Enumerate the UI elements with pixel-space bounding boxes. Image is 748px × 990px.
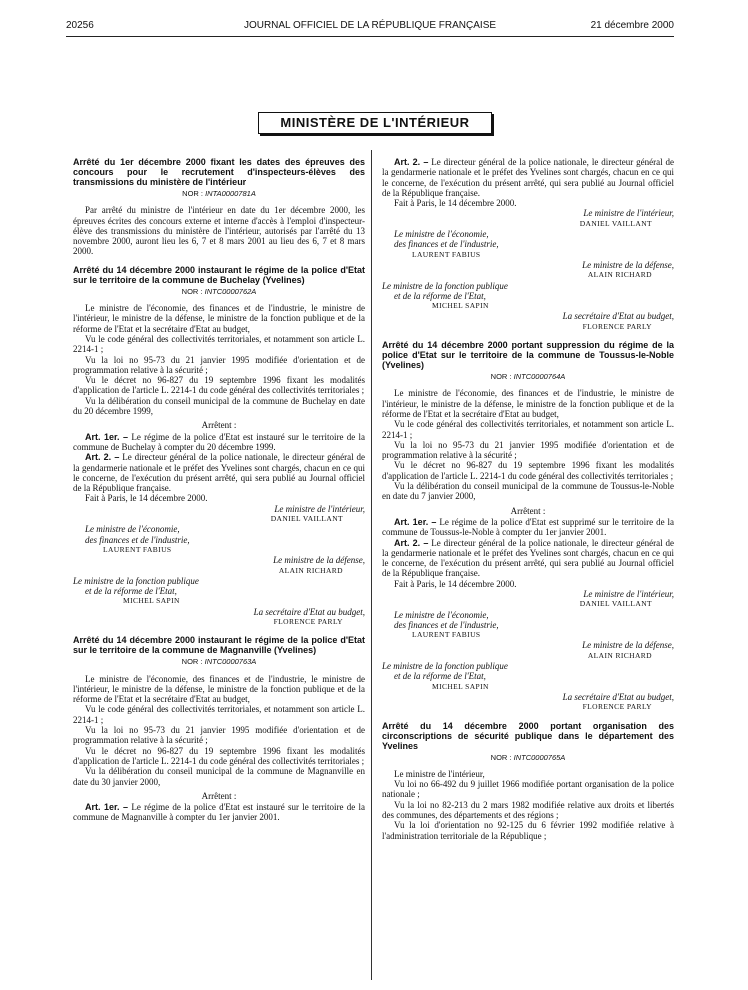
signatory-name: LAURENT FABIUS bbox=[103, 544, 172, 554]
nor-label: NOR : bbox=[490, 752, 512, 762]
article-label: Art. 2. – bbox=[394, 157, 429, 167]
nor-reference bbox=[73, 657, 365, 667]
paragraph: Vu la délibération du conseil municipal de la commune de Magnanville en date du 30 janvier 2000, bbox=[73, 766, 365, 787]
signatory-name: FLORENCE PARLY bbox=[273, 616, 343, 626]
signatory-role: Le ministre de l'économie, bbox=[394, 229, 489, 240]
signatory-role: et de la réforme de l'Etat, bbox=[394, 290, 486, 301]
article-clause bbox=[73, 432, 365, 453]
signatory-role: des finances et de l'industrie, bbox=[394, 619, 499, 630]
signatory-name: FLORENCE PARLY bbox=[582, 702, 652, 712]
article-label: Art. 1er. – bbox=[394, 516, 437, 527]
article-title: Arrêté du 14 décembre 2000 instaurant le régime de la police d'Etat sur le territoire de la commune de Buchelay (Yvelines) bbox=[73, 264, 365, 285]
signatory-role: des finances et de l'industrie, bbox=[85, 534, 190, 545]
nor-label: NOR : bbox=[181, 657, 203, 667]
signatory-role: et de la réforme de l'Etat, bbox=[394, 671, 486, 682]
article-title: Arrêté du 1er décembre 2000 fixant les dates des épreuves des concours pour le recrutement d'inspecteurs-élèves des transmissions du ministère de l'intérieur bbox=[73, 157, 365, 187]
nor-code: INTC0000764A bbox=[513, 372, 566, 382]
signatory-role: La secrétaire d'Etat au budget, bbox=[562, 691, 674, 702]
page-number: 20256 bbox=[66, 20, 94, 31]
signatory-name: LAURENT FABIUS bbox=[412, 249, 481, 259]
paragraph: Vu la loi no 95-73 du 21 janvier 1995 modifiée d'orientation et de programmation relative à la sécurité ; bbox=[382, 439, 674, 461]
nor-code: INTC0000765A bbox=[513, 752, 566, 762]
paragraph: Le ministre de l'économie, des finances et de l'industrie, le ministre de l'intérieur, le ministre de la défense, le ministre de la fonction publique et de la réforme de l'Etat et la secrétaire d'Etat au budget, bbox=[73, 673, 365, 705]
signatory-name: DANIEL VAILLANT bbox=[579, 599, 652, 609]
paragraph: Le ministre de l'intérieur, bbox=[394, 768, 485, 779]
arretent: Arrêtent : bbox=[201, 420, 237, 431]
fait-a: Fait à Paris, le 14 décembre 2000. bbox=[394, 578, 517, 589]
paragraph: Vu le code général des collectivités territoriales, et notamment son article L. 2214-1 ; bbox=[73, 333, 365, 355]
left-column bbox=[73, 157, 365, 823]
nor-code: INTC0000763A bbox=[204, 657, 257, 667]
nor-reference bbox=[73, 287, 365, 297]
paragraph: Vu le décret no 96-827 du 19 septembre 1996 fixant les modalités d'application de l'article L. 2214-1 du code général des collectivités territoriales ; bbox=[73, 745, 365, 766]
signatory-role: Le ministre de la défense, bbox=[273, 555, 365, 566]
signatory-name: MICHEL SAPIN bbox=[432, 681, 489, 691]
journal-title: JOURNAL OFFICIEL DE LA RÉPUBLIQUE FRANÇAISE bbox=[243, 20, 497, 31]
signatory-name: DANIEL VAILLANT bbox=[579, 218, 652, 228]
nor-label: NOR : bbox=[490, 372, 512, 382]
signatory-role: Le ministre de la fonction publique bbox=[382, 280, 508, 291]
article-clause bbox=[382, 517, 674, 538]
page-header bbox=[66, 20, 674, 34]
signatory-role: La secrétaire d'Etat au budget, bbox=[253, 606, 365, 617]
article-text: Le régime de la police d'Etat est supprimé sur le territoire de la commune de Toussus-le-Noble à compter du 1er janvier 2001. bbox=[382, 516, 674, 538]
paragraph: Vu le décret no 96-827 du 19 septembre 1996 fixant les modalités d'application de l'article L. 2214-1 du code général des collectivités territoriales ; bbox=[73, 375, 365, 396]
signatory-role: Le ministre de l'intérieur, bbox=[583, 208, 674, 219]
signatory-name: LAURENT FABIUS bbox=[412, 630, 481, 640]
paragraph: Vu la délibération du conseil municipal de la commune de Buchelay en date du 20 décembre 1999, bbox=[73, 395, 365, 417]
column-divider bbox=[371, 150, 372, 980]
paragraph: Vu la loi no 95-73 du 21 janvier 1995 modifiée d'orientation et de programmation relative à la sécurité ; bbox=[73, 354, 365, 375]
signatory-name: ALAIN RICHARD bbox=[278, 565, 343, 575]
signatory-role: Le ministre de la fonction publique bbox=[73, 575, 199, 586]
paragraph: Le ministre de l'économie, des finances et de l'industrie, le ministre de l'intérieur, le ministre de la défense, le ministre de la fonction publique et de la réforme de l'Etat et la secrétaire d'Etat au budget, bbox=[73, 303, 365, 334]
nor-reference bbox=[73, 189, 365, 199]
signatory-name: DANIEL VAILLANT bbox=[270, 514, 343, 524]
paragraph: Vu la délibération du conseil municipal de la commune de Toussus-le-Noble en date du 7 janvier 2000, bbox=[382, 481, 674, 502]
nor-code: INTA0000781A bbox=[205, 189, 256, 198]
signatory-role: des finances et de l'industrie, bbox=[394, 239, 499, 250]
signatory-role: Le ministre de la défense, bbox=[582, 259, 674, 270]
nor-label: NOR : bbox=[182, 189, 203, 198]
article-text: Le directeur général de la police nationale, le directeur général de la gendarmerie nationale et le préfet des Yvelines sont chargés, chacun en ce qui le concerne, de l'exécution du présent arrêté, qui sera publié au Journal officiel de la République française. bbox=[382, 157, 675, 198]
article-clause bbox=[73, 452, 365, 493]
signatory-name: ALAIN RICHARD bbox=[587, 270, 652, 280]
right-column bbox=[382, 157, 674, 841]
paragraph: Vu la loi no 95-73 du 21 janvier 1995 modifiée d'orientation et de programmation relative à la sécurité ; bbox=[73, 725, 365, 746]
fait-a: Fait à Paris, le 14 décembre 2000. bbox=[85, 493, 208, 504]
signatory-role: Le ministre de la fonction publique bbox=[382, 661, 508, 672]
article-text: Le régime de la police d'Etat est instauré sur le territoire de la commune de Buchelay à compter du 20 décembre 1999. bbox=[73, 431, 366, 452]
article-title: Arrêté du 14 décembre 2000 instaurant le régime de la police d'Etat sur le territoire de la commune de Magnanville (Yvelines) bbox=[73, 635, 365, 656]
signatory-name: MICHEL SAPIN bbox=[123, 596, 180, 606]
signatory-name: FLORENCE PARLY bbox=[582, 321, 652, 331]
ministry-heading: MINISTÈRE DE L'INTÉRIEUR bbox=[258, 112, 492, 134]
article-clause bbox=[382, 157, 674, 198]
signatory-role: Le ministre de l'économie, bbox=[394, 609, 489, 620]
header-rule bbox=[66, 36, 674, 37]
paragraph: Vu le décret no 96-827 du 19 septembre 1996 fixant les modalités d'application de l'article L. 2214-1 du code général des collectivités territoriales ; bbox=[382, 460, 674, 481]
signatory-name: MICHEL SAPIN bbox=[432, 301, 489, 311]
paragraph: Vu la loi d'orientation no 92-125 du 6 février 1992 modifiée relative à l'administration territoriale de la République ; bbox=[382, 820, 674, 841]
nor-label: NOR : bbox=[181, 286, 203, 296]
article-clause bbox=[73, 802, 365, 823]
signatory-role: Le ministre de la défense, bbox=[582, 640, 674, 651]
article-text: Le régime de la police d'Etat est instauré sur le territoire de la commune de Magnanville à compter du 1er janvier 2001. bbox=[73, 802, 366, 823]
issue-date: 21 décembre 2000 bbox=[590, 20, 674, 31]
nor-reference bbox=[382, 753, 674, 763]
article-text: Le directeur général de la police nationale, le directeur général de la gendarmerie nationale et le préfet des Yvelines sont chargés, chacun en ce qui le concerne, de l'exécution du présent arrêté, qui sera publié au Journal officiel de la République française. bbox=[73, 452, 366, 494]
article-title: Arrêté du 14 décembre 2000 portant suppression du régime de la police d'Etat sur le territoire de la commune de Toussus-le-Noble (Yvelines) bbox=[382, 340, 674, 371]
paragraph: Le ministre de l'économie, des finances et de l'industrie, le ministre de l'intérieur, le ministre de la défense, le ministre de la fonction publique et de la réforme de l'Etat et la secrétaire d'Etat au budget, bbox=[382, 388, 674, 419]
article-clause bbox=[382, 538, 674, 579]
signatory-role: La secrétaire d'Etat au budget, bbox=[562, 311, 674, 322]
article-text: Le directeur général de la police nationale, le directeur général de la gendarmerie nationale et le préfet des Yvelines sont chargés, chacun en ce qui le concerne, de l'exécution du présent arrêté, qui sera publié au Journal officiel de la République française. bbox=[382, 537, 675, 579]
signatory-role: Le ministre de l'économie, bbox=[85, 524, 180, 535]
paragraph: Vu le code général des collectivités territoriales, et notamment son article L. 2214-1 ; bbox=[382, 419, 674, 440]
paragraph: Vu loi no 66-492 du 9 juillet 1966 modifiée portant organisation de la police nationale ; bbox=[382, 779, 674, 800]
arretent: Arrêtent : bbox=[510, 505, 546, 516]
nor-reference bbox=[382, 372, 674, 382]
nor-code: INTC0000762A bbox=[204, 286, 257, 296]
signatory-role: Le ministre de l'intérieur, bbox=[274, 503, 365, 514]
paragraph: Par arrêté du ministre de l'intérieur en date du 1er décembre 2000, les épreuves écrites des concours externe et interne d'accès à l'emploi d'inspecteur-élève des transmissions du ministère de l'intérieur, autorisés par l'arrêté du 13 novembre 2000, auront lieu les 6, 7 et 8 mars 2001 au lieu des 6, 7 et 8 mars 2000. bbox=[73, 205, 365, 257]
article-title: Arrêté du 14 décembre 2000 portant organisation des circonscriptions de sécurité publique dans le département des Yvelines bbox=[382, 720, 674, 751]
paragraph: Vu la loi no 82-213 du 2 mars 1982 modifiée relative aux droits et libertés des communes, des départements et des régions ; bbox=[382, 799, 674, 821]
signatory-name: ALAIN RICHARD bbox=[587, 650, 652, 660]
paragraph: Vu le code général des collectivités territoriales, et notamment son article L. 2214-1 ; bbox=[73, 704, 365, 725]
article-label: Art. 1er. – bbox=[85, 431, 129, 442]
arretent: Arrêtent : bbox=[201, 790, 237, 801]
article-label: Art. 2. – bbox=[85, 452, 120, 463]
fait-a: Fait à Paris, le 14 décembre 2000. bbox=[394, 198, 517, 209]
signatory-role: et de la réforme de l'Etat, bbox=[85, 586, 177, 597]
article-label: Art. 2. – bbox=[394, 537, 429, 548]
signatory-role: Le ministre de l'intérieur, bbox=[583, 588, 674, 599]
article-label: Art. 1er. – bbox=[85, 802, 129, 813]
